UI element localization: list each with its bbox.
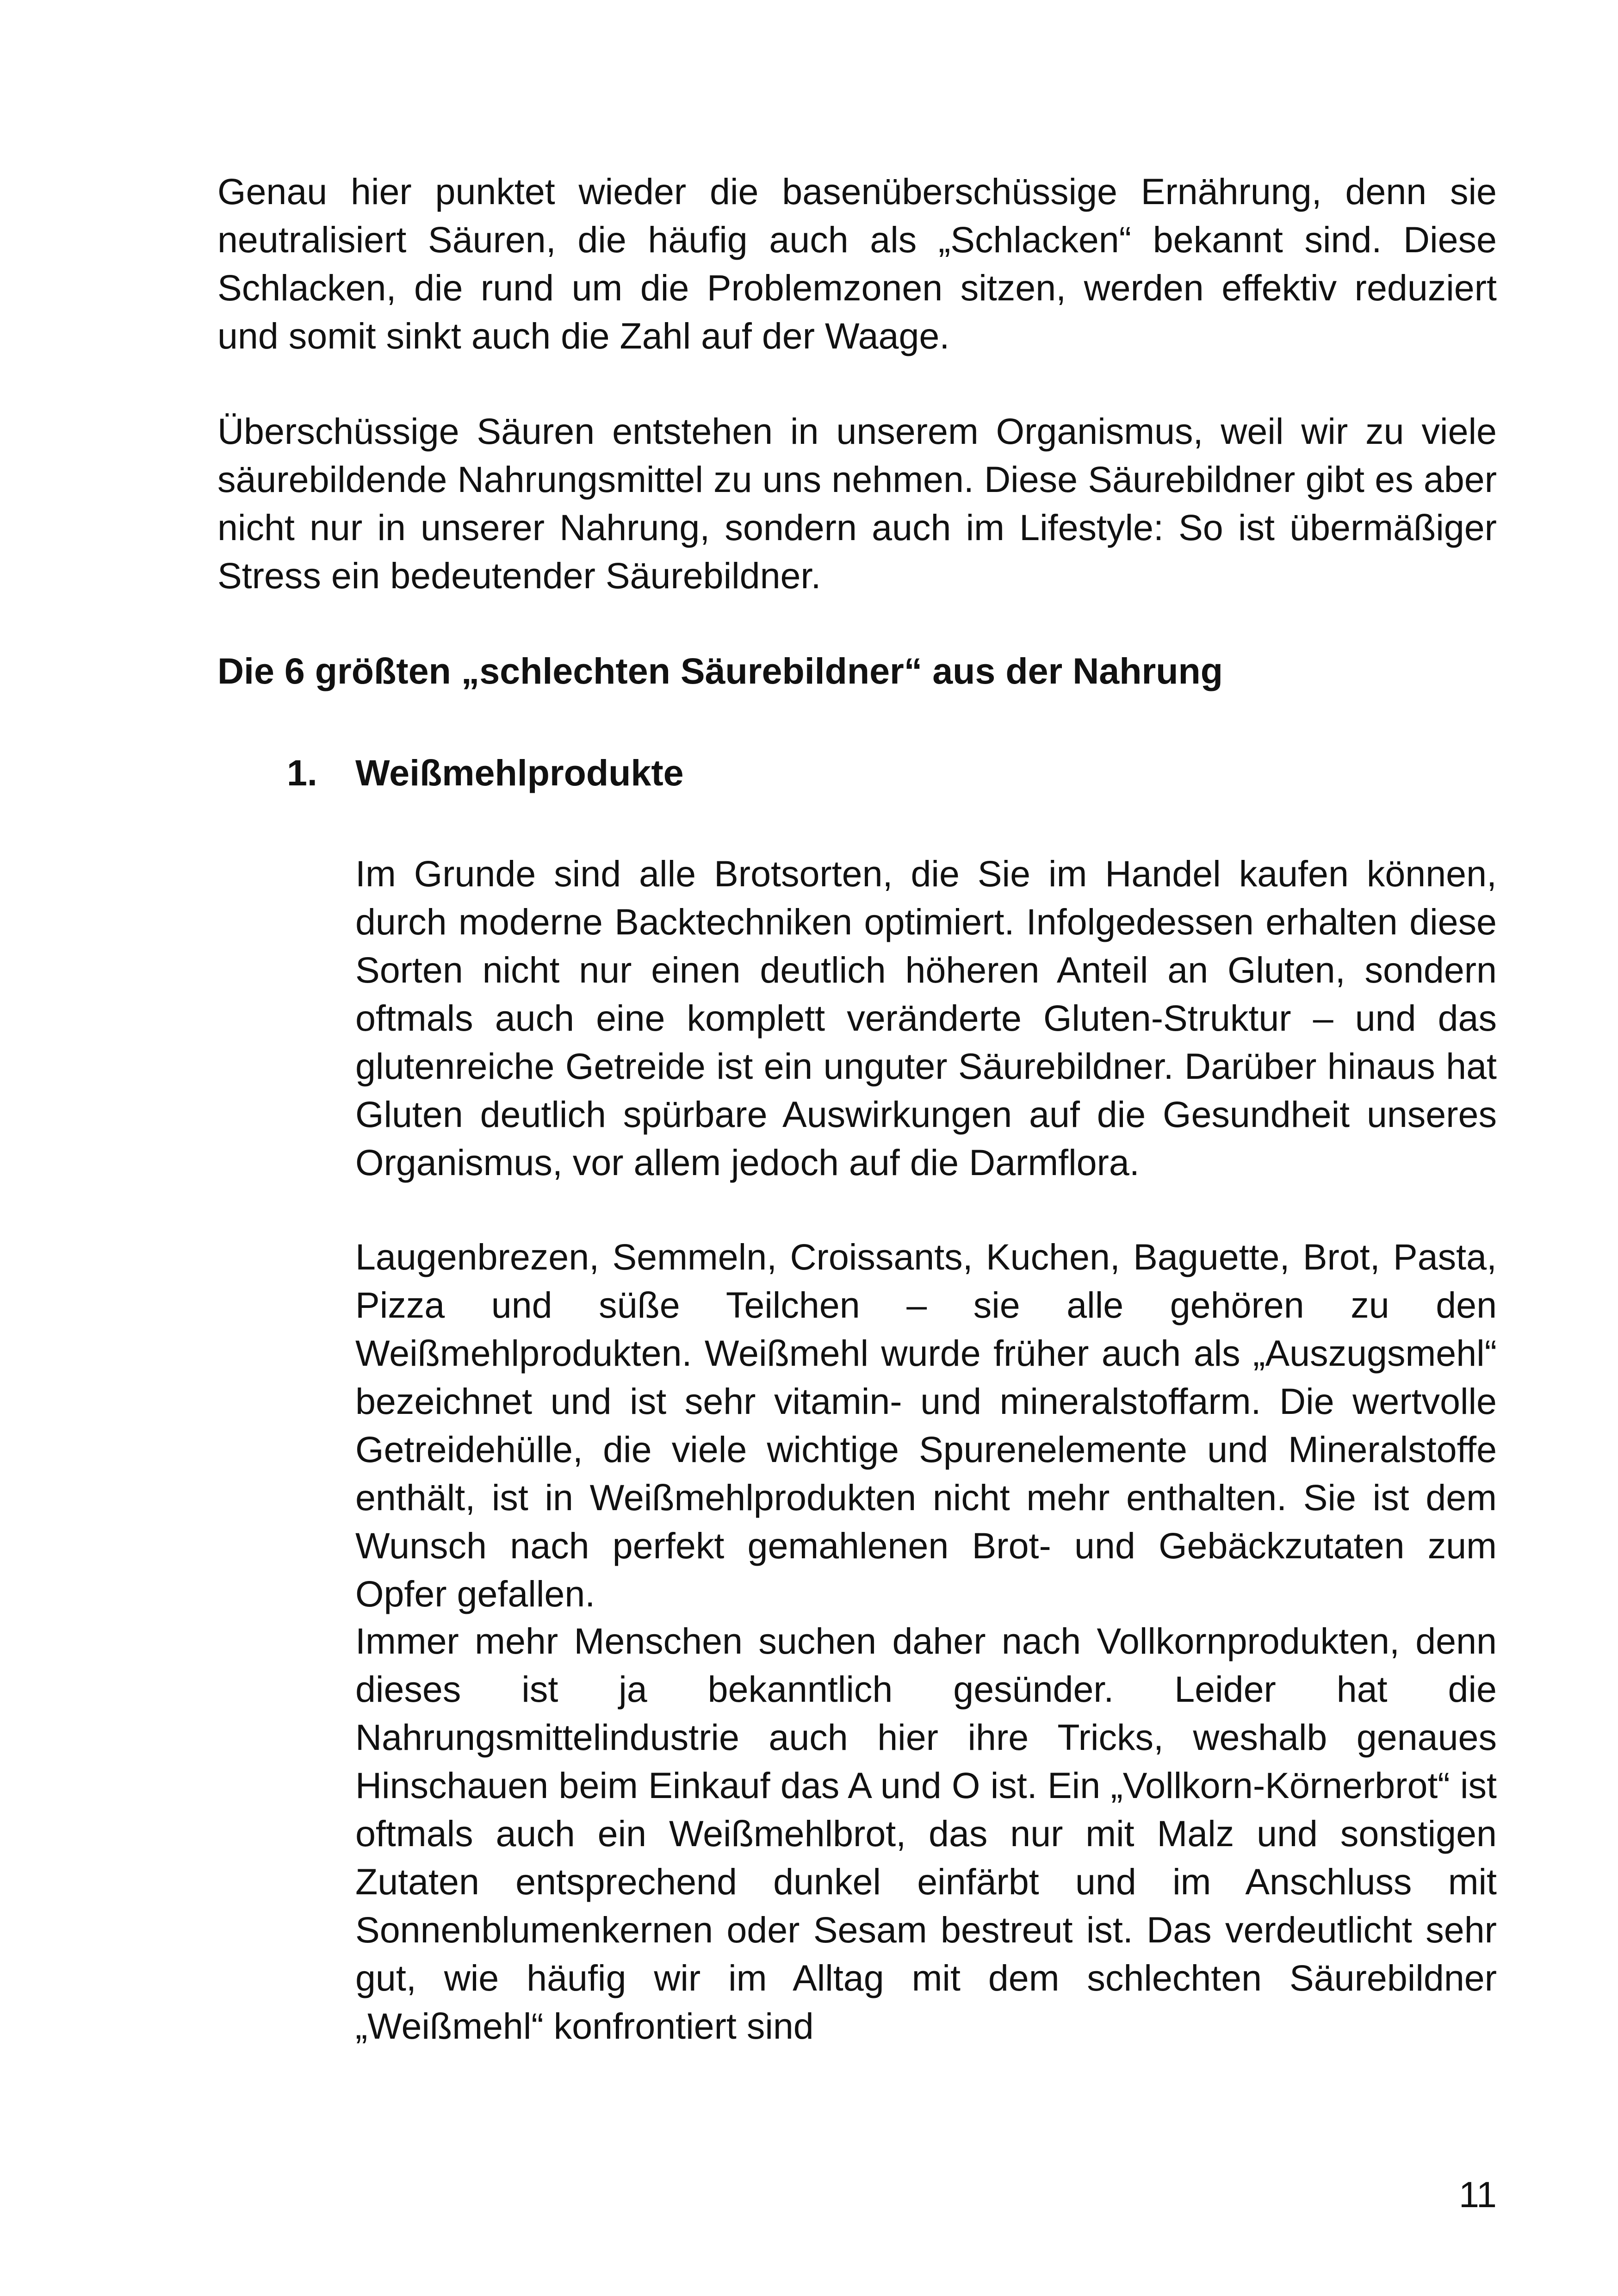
list-item-number: 1. [287,752,317,793]
list-item-paragraph-1: Im Grunde sind alle Brotsorten, die Sie im Handel kaufen können, durch moderne Backtechniken optimiert. Infolgedessen erhalten diese Sorten nicht nur einen deutlich höheren Anteil an Gluten, sondern oftmals auch eine komplett veränderte Gluten-Struktur – und das glutenreiche Getreide ist ein unguter Säurebildner. Darüber hinaus hat Gluten deutlich spürbare Auswirkungen auf die Gesundheit unseres Organismus, vor allem jedoch auf die Darmflora. [355,853,1497,1183]
list-item-title: Weißmehlprodukte [355,752,684,793]
page-number: 11 [1458,2174,1497,2215]
intro-paragraph-2: Überschüssige Säuren entstehen in unserem Organismus, weil wir zu viele säurebildende Nahrungsmittel zu uns nehmen. Diese Säurebildner gibt es aber nicht nur in unserer Nahrung, sondern auch im Lifestyle: So ist übermäßiger Stress ein bedeutender Säurebildner. [217,411,1497,596]
intro-paragraph-1: Genau hier punktet wieder die basenüberschüssige Ernährung, denn sie neutralisiert Säuren, die häufig auch als „Schlacken“ bekannt sind. Diese Schlacken, die rund um die Problemzonen sitzen, werden effektiv reduziert und somit sinkt auch die Zahl auf der Waage. [217,171,1497,356]
list-item-paragraph-2: Laugenbrezen, Semmeln, Croissants, Kuchen, Baguette, Brot, Pasta, Pizza und süße Teilchen – sie alle gehören zu den Weißmehlprodukten. Weißmehl wurde früher auch als „Auszugsmehl“ bezeichnet und ist sehr vitamin- und mineralstoffarm. Die wertvolle Getreidehülle, die viele wichtige Spurenelemente und Mineralstoffe enthält, ist in Weißmehlprodukten nicht mehr enthalten. Sie ist dem Wunsch nach perfekt gemahlenen Brot- und Gebäckzutaten zum Opfer gefallen. [355,1236,1497,1614]
section-heading: Die 6 größten „schlechten Säurebildner“ aus der Nahrung [217,650,1223,691]
list-item-paragraph-3: Immer mehr Menschen suchen daher nach Vollkornprodukten, denn dieses ist ja bekanntlich gesünder. Leider hat die Nahrungsmittelindustrie auch hier ihre Tricks, weshalb genaues Hinschauen beim Einkauf das A und O ist. Ein „Vollkorn-Körnerbrot“ ist oftmals auch ein Weißmehlbrot, das nur mit Malz und sonstigen Zutaten entsprechend dunkel einfärbt und im Anschluss mit Sonnenblumenkernen oder Sesam bestreut ist. Das verdeutlicht sehr gut, wie häufig wir im Alltag mit dem schlechten Säurebildner „Weißmehl“ konfrontiert sind [355,1620,1497,2047]
